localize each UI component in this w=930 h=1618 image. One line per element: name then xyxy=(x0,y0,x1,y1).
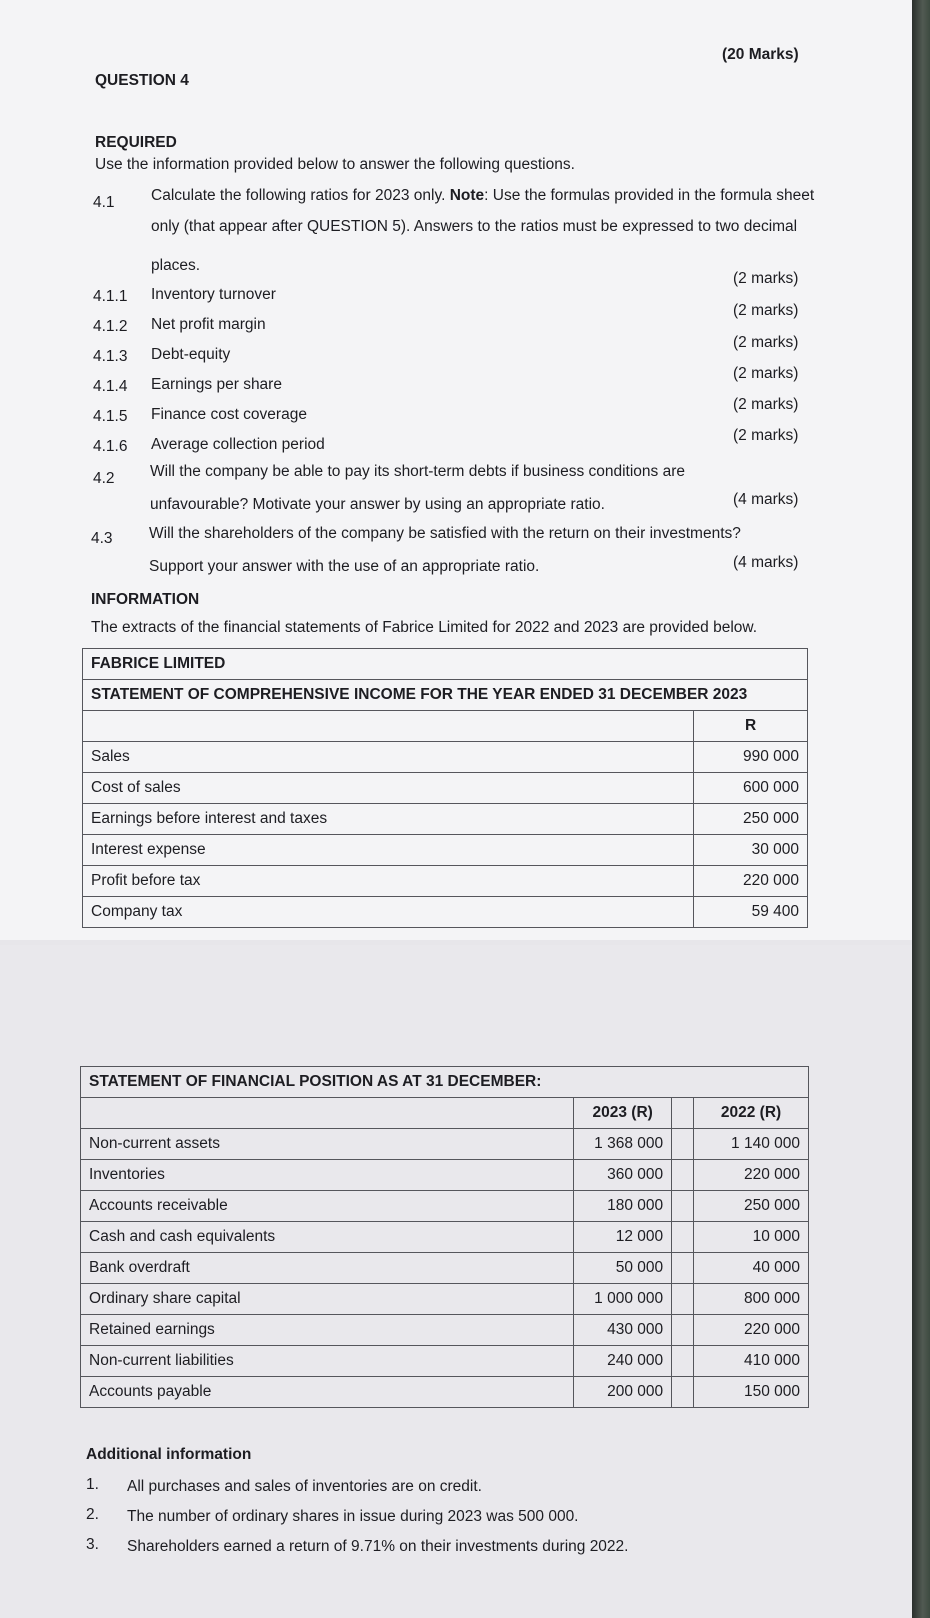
spacer-cell xyxy=(672,1315,694,1346)
row-value: 59 400 xyxy=(694,897,808,928)
q43-line2: Support your answer with the use of an appropriate ratio. xyxy=(149,558,540,575)
spacer-cell xyxy=(672,1346,694,1377)
item-marks: (2 marks) xyxy=(733,365,799,382)
additional-text: All purchases and sales of inventories are on credit. xyxy=(127,1478,482,1495)
row-label: Inventories xyxy=(81,1160,574,1191)
q41-line1-post: : Use the formulas provided in the formula sheet xyxy=(484,187,815,204)
q43-marks: (4 marks) xyxy=(733,554,799,571)
table-row xyxy=(83,649,808,680)
additional-text: Shareholders earned a return of 9.71% on their investments during 2022. xyxy=(127,1538,629,1555)
value-2022: 1 140 000 xyxy=(694,1129,809,1160)
table-row xyxy=(81,1253,809,1284)
table-row xyxy=(81,1284,809,1315)
item-text: Net profit margin xyxy=(151,316,266,333)
row-label: Company tax xyxy=(83,897,694,928)
q43-number: 4.3 xyxy=(91,530,113,547)
financial-position-title: STATEMENT OF FINANCIAL POSITION AS AT 31 DECEMBER: xyxy=(81,1067,809,1098)
value-2023: 240 000 xyxy=(574,1346,672,1377)
item-marks: (2 marks) xyxy=(733,270,799,287)
row-value: 600 000 xyxy=(694,773,808,804)
row-label: Profit before tax xyxy=(83,866,694,897)
column-2023: 2023 (R) xyxy=(574,1098,672,1129)
value-2022: 410 000 xyxy=(694,1346,809,1377)
q43-line1: Will the shareholders of the company be satisfied with the return on their investments? xyxy=(149,525,741,542)
income-statement-table xyxy=(82,648,808,928)
information-heading: INFORMATION xyxy=(91,591,200,608)
q41-line1 xyxy=(151,187,814,205)
required-intro: Use the information provided below to answer the following questions. xyxy=(95,156,575,173)
row-label: Interest expense xyxy=(83,835,694,866)
value-2022: 10 000 xyxy=(694,1222,809,1253)
q41-note-label: Note xyxy=(449,187,485,204)
value-2023: 1 368 000 xyxy=(574,1129,672,1160)
row-label: Non-current liabilities xyxy=(81,1346,574,1377)
row-label: Non-current assets xyxy=(81,1129,574,1160)
spacer-cell xyxy=(672,1253,694,1284)
spacer-cell xyxy=(672,1191,694,1222)
empty-cell xyxy=(81,1098,574,1129)
empty-cell xyxy=(83,711,694,742)
row-value: 30 000 xyxy=(694,835,808,866)
item-marks: (2 marks) xyxy=(733,396,799,413)
item-num: 4.1.3 xyxy=(93,348,128,365)
row-value: 220 000 xyxy=(694,866,808,897)
table-row xyxy=(81,1067,809,1098)
table-row xyxy=(83,711,808,742)
additional-heading: Additional information xyxy=(86,1446,252,1463)
value-2022: 220 000 xyxy=(694,1160,809,1191)
additional-num: 3. xyxy=(86,1536,99,1553)
value-2022: 800 000 xyxy=(694,1284,809,1315)
page-edge xyxy=(912,0,930,1618)
row-label: Cost of sales xyxy=(83,773,694,804)
row-value: 990 000 xyxy=(694,742,808,773)
q41-number: 4.1 xyxy=(93,194,115,211)
column-2022: 2022 (R) xyxy=(694,1098,809,1129)
value-2023: 50 000 xyxy=(574,1253,672,1284)
q42-marks: (4 marks) xyxy=(733,491,799,508)
table-row xyxy=(83,804,808,835)
spacer-cell xyxy=(672,1222,694,1253)
value-2023: 180 000 xyxy=(574,1191,672,1222)
additional-text: The number of ordinary shares in issue during 2023 was 500 000. xyxy=(127,1508,579,1525)
item-text: Average collection period xyxy=(151,436,325,453)
table-row xyxy=(83,866,808,897)
q42-line2: unfavourable? Motivate your answer by using an appropriate ratio. xyxy=(150,496,605,513)
row-label: Bank overdraft xyxy=(81,1253,574,1284)
table-row xyxy=(81,1160,809,1191)
row-label: Accounts payable xyxy=(81,1377,574,1408)
table-row xyxy=(83,835,808,866)
value-2022: 150 000 xyxy=(694,1377,809,1408)
required-heading: REQUIRED xyxy=(95,134,177,151)
spacer-cell xyxy=(672,1160,694,1191)
value-2023: 200 000 xyxy=(574,1377,672,1408)
table-row xyxy=(83,897,808,928)
item-text: Debt-equity xyxy=(151,346,231,363)
row-label: Retained earnings xyxy=(81,1315,574,1346)
value-2023: 430 000 xyxy=(574,1315,672,1346)
item-text: Inventory turnover xyxy=(151,286,276,303)
q41-line3: places. xyxy=(151,257,201,274)
row-label: Sales xyxy=(83,742,694,773)
value-2022: 220 000 xyxy=(694,1315,809,1346)
item-marks: (2 marks) xyxy=(733,427,799,444)
value-2023: 12 000 xyxy=(574,1222,672,1253)
information-intro: The extracts of the financial statements of Fabrice Limited for 2022 and 2023 are provided below. xyxy=(91,619,758,636)
value-2023: 360 000 xyxy=(574,1160,672,1191)
spacer-cell xyxy=(672,1129,694,1160)
row-label: Earnings before interest and taxes xyxy=(83,804,694,835)
table-row xyxy=(81,1377,809,1408)
spacer-cell xyxy=(672,1284,694,1315)
company-name: FABRICE LIMITED xyxy=(83,649,808,680)
row-value: 250 000 xyxy=(694,804,808,835)
table-row xyxy=(81,1129,809,1160)
row-label: Cash and cash equivalents xyxy=(81,1222,574,1253)
value-2022: 250 000 xyxy=(694,1191,809,1222)
q42-line1: Will the company be able to pay its short-term debts if business conditions are xyxy=(150,463,686,480)
table-row xyxy=(81,1191,809,1222)
income-statement-title: STATEMENT OF COMPREHENSIVE INCOME FOR THE YEAR ENDED 31 DECEMBER 2023 xyxy=(83,680,808,711)
financial-position-table xyxy=(80,1066,809,1408)
q42-number: 4.2 xyxy=(93,470,115,487)
item-text: Finance cost coverage xyxy=(151,406,307,423)
value-2022: 40 000 xyxy=(694,1253,809,1284)
row-label: Ordinary share capital xyxy=(81,1284,574,1315)
item-num: 4.1.2 xyxy=(93,318,128,335)
table-row xyxy=(81,1315,809,1346)
question-title: QUESTION 4 xyxy=(95,72,189,89)
table-row xyxy=(81,1346,809,1377)
spacer-cell xyxy=(672,1098,694,1129)
item-num: 4.1.1 xyxy=(93,288,128,305)
value-2023: 1 000 000 xyxy=(574,1284,672,1315)
item-text: Earnings per share xyxy=(151,376,282,393)
table-row xyxy=(83,680,808,711)
additional-num: 2. xyxy=(86,1506,99,1523)
additional-num: 1. xyxy=(86,1476,99,1493)
total-marks: (20 Marks) xyxy=(722,46,799,63)
q41-line1-pre: Calculate the following ratios for 2023 only. xyxy=(151,187,446,204)
item-num: 4.1.5 xyxy=(93,408,128,425)
item-num: 4.1.4 xyxy=(93,378,128,395)
currency-header: R xyxy=(694,711,808,742)
item-marks: (2 marks) xyxy=(733,302,799,319)
item-num: 4.1.6 xyxy=(93,438,128,455)
table-row xyxy=(81,1098,809,1129)
row-label: Accounts receivable xyxy=(81,1191,574,1222)
q41-line2: only (that appear after QUESTION 5). Answers to the ratios must be expressed to two decimal xyxy=(151,218,798,235)
spacer-cell xyxy=(672,1377,694,1408)
table-row xyxy=(83,773,808,804)
item-marks: (2 marks) xyxy=(733,334,799,351)
table-row xyxy=(81,1222,809,1253)
table-row xyxy=(83,742,808,773)
